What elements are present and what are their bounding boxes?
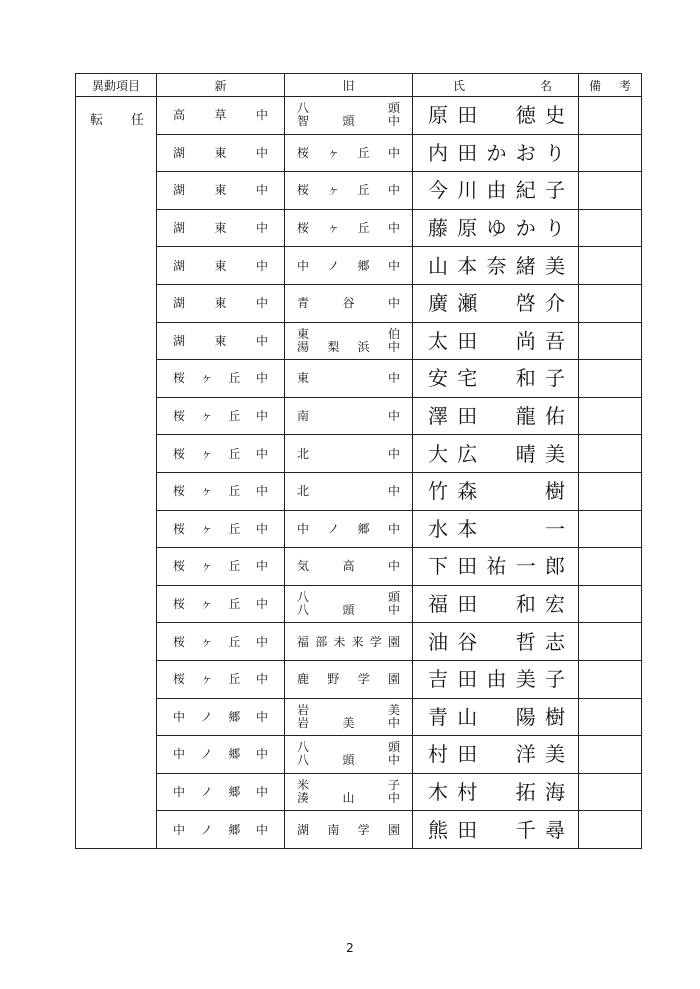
old-school: 北 中 [297,446,400,461]
person-name-cell [413,397,579,435]
table-row [76,397,642,435]
header-name [413,74,579,97]
remarks-cell [579,472,642,510]
remarks-cell [579,322,642,360]
header-name-part: 氏 [453,78,466,93]
person-name-cell [413,510,579,548]
new-school-cell [157,510,285,548]
table-row [76,548,642,586]
old-school-cell [285,623,413,661]
new-school: 湖 東 中 [173,145,268,160]
person-name: 熊 田 千 尋 [428,817,565,842]
new-school-cell [157,360,285,398]
new-school: 高 草 中 [173,108,268,123]
new-school: 湖 東 中 [173,183,268,198]
remarks-cell [579,623,642,661]
header-category: 異動項目 [76,74,157,97]
remarks-cell [579,811,642,849]
category-char: 任 [130,113,144,128]
old-school-cell [285,811,413,849]
category-char: 転 [90,113,104,128]
old-school-cell [285,435,413,473]
old-school-cell [285,585,413,623]
remarks-cell [579,397,642,435]
person-name-cell [413,360,579,398]
new-school: 湖 東 中 [173,296,268,311]
new-school-cell [157,773,285,811]
remarks-cell [579,435,642,473]
remarks-cell [579,134,642,172]
new-school-cell [157,97,285,135]
new-school-cell [157,134,285,172]
person-name-cell [413,134,579,172]
person-name: 藤 原 ゆ か り [428,216,565,241]
new-school-cell [157,585,285,623]
old-school: 桜 ヶ 丘 中 [297,221,400,236]
new-school: 桜 ヶ 丘 中 [173,672,268,687]
old-school-cell [285,360,413,398]
table-row [76,472,642,510]
person-name-cell [413,623,579,661]
header-row [76,74,642,97]
person-name-cell [413,284,579,322]
old-school-cell [285,698,413,736]
person-name-cell [413,811,579,849]
old-school: 鹿 野 学 園 [297,672,400,687]
old-school-cell [285,397,413,435]
person-name: 油 谷 哲 志 [428,629,565,654]
new-school-cell [157,548,285,586]
new-school: 中 ノ 郷 中 [173,822,268,837]
new-school: 中 ノ 郷 中 [173,784,268,799]
old-school-cell [285,209,413,247]
remarks-cell [579,209,642,247]
table-row [76,623,642,661]
person-name: 廣 瀬 啓 介 [428,291,565,316]
person-name: 水 本 一 [428,516,565,541]
remarks-cell [579,510,642,548]
person-name-cell [413,435,579,473]
remarks-cell [579,97,642,135]
new-school: 桜 ヶ 丘 中 [173,559,268,574]
new-school-cell [157,660,285,698]
page-number: 2 [346,941,354,955]
table-row [76,811,642,849]
old-school: 米 子 湊 山 中 [297,777,400,805]
remarks-cell [579,773,642,811]
table-row [76,510,642,548]
table-row [76,247,642,285]
new-school-cell [157,736,285,774]
person-name: 内 田 か お り [428,140,565,165]
person-name-cell [413,172,579,210]
person-name: 竹 森 樹 [428,479,565,504]
old-school-cell [285,548,413,586]
old-school-cell [285,660,413,698]
new-school-cell [157,322,285,360]
old-school: 南 中 [297,409,400,424]
header-remarks-part: 備 [589,78,602,93]
person-name: 下 田 祐 一 郎 [428,554,565,579]
remarks-cell [579,660,642,698]
person-name-cell [413,209,579,247]
old-school-cell [285,284,413,322]
new-school-cell [157,284,285,322]
old-school-cell [285,247,413,285]
old-school: 八 頭 八 頭 中 [297,740,400,768]
table-row [76,773,642,811]
old-school-cell [285,172,413,210]
remarks-cell [579,548,642,586]
new-school: 中 ノ 郷 中 [173,747,268,762]
old-school: 桜 ヶ 丘 中 [297,145,400,160]
table-row [76,736,642,774]
old-school-cell [285,736,413,774]
person-name-cell [413,585,579,623]
new-school-cell [157,698,285,736]
header-remarks [579,74,642,97]
old-school-cell [285,322,413,360]
new-school: 湖 東 中 [173,258,268,273]
old-school: 気 高 中 [297,559,400,574]
new-school: 湖 東 中 [173,333,268,348]
table-row [76,660,642,698]
new-school: 中 ノ 郷 中 [173,709,268,724]
person-name: 青 山 陽 樹 [428,704,565,729]
old-school-cell [285,97,413,135]
old-school: 岩 美 岩 美 中 [297,702,400,730]
old-school: 東 伯 湯 梨 浜 中 [297,326,400,354]
person-name-cell [413,698,579,736]
person-name-cell [413,247,579,285]
old-school: 東 中 [297,371,400,386]
new-school-cell [157,209,285,247]
header-remarks-part: 考 [618,78,631,93]
new-school-cell [157,247,285,285]
table-row [76,585,642,623]
remarks-cell [579,736,642,774]
person-name: 木 村 拓 海 [428,779,565,804]
new-school: 桜 ヶ 丘 中 [173,484,268,499]
new-school: 湖 東 中 [173,221,268,236]
new-school-cell [157,623,285,661]
old-school-cell [285,472,413,510]
new-school: 桜 ヶ 丘 中 [173,446,268,461]
person-name-cell [413,548,579,586]
person-name-cell [413,660,579,698]
person-name: 今 川 由 紀 子 [428,178,565,203]
old-school: 福 部 未 来 学 園 [297,634,400,649]
old-school-cell [285,773,413,811]
new-school: 桜 ヶ 丘 中 [173,371,268,386]
new-school: 桜 ヶ 丘 中 [173,597,268,612]
person-name: 村 田 洋 美 [428,742,565,767]
table-row [76,172,642,210]
person-name-cell [413,736,579,774]
header-old: 旧 [285,74,413,97]
table-row [76,435,642,473]
category-cell [76,97,157,849]
new-school: 桜 ヶ 丘 中 [173,409,268,424]
old-school: 八 頭 智 頭 中 [297,101,400,129]
new-school-cell [157,397,285,435]
person-name: 山 本 奈 緒 美 [428,253,565,278]
person-name-cell [413,773,579,811]
person-name-cell [413,97,579,135]
new-school: 桜 ヶ 丘 中 [173,521,268,536]
remarks-cell [579,585,642,623]
remarks-cell [579,698,642,736]
old-school: 青 谷 中 [297,296,400,311]
remarks-cell [579,172,642,210]
old-school: 桜 ヶ 丘 中 [297,183,400,198]
person-name: 太 田 尚 吾 [428,328,565,353]
table-row [76,134,642,172]
old-school-cell [285,510,413,548]
header-new: 新 [157,74,285,97]
old-school: 北 中 [297,484,400,499]
table-row [76,284,642,322]
personnel-transfer-table [75,73,642,849]
remarks-cell [579,360,642,398]
remarks-cell [579,247,642,285]
new-school-cell [157,172,285,210]
person-name: 原 田 徳 史 [428,103,565,128]
header-name-part: 名 [539,78,552,93]
old-school: 八 頭 八 頭 中 [297,590,400,618]
new-school-cell [157,811,285,849]
person-name: 大 広 晴 美 [428,441,565,466]
person-name: 安 宅 和 子 [428,366,565,391]
remarks-cell [579,284,642,322]
person-name: 福 田 和 宏 [428,592,565,617]
old-school-cell [285,134,413,172]
table-row [76,698,642,736]
table-row [76,322,642,360]
person-name-cell [413,472,579,510]
old-school: 湖 南 学 園 [297,822,400,837]
table-row [76,360,642,398]
person-name: 澤 田 龍 佑 [428,404,565,429]
old-school: 中 ノ 郷 中 [297,258,400,273]
new-school-cell [157,435,285,473]
table-row [76,97,642,135]
new-school-cell [157,472,285,510]
old-school: 中 ノ 郷 中 [297,521,400,536]
table-row [76,209,642,247]
person-name-cell [413,322,579,360]
person-name: 吉 田 由 美 子 [428,667,565,692]
new-school: 桜 ヶ 丘 中 [173,634,268,649]
